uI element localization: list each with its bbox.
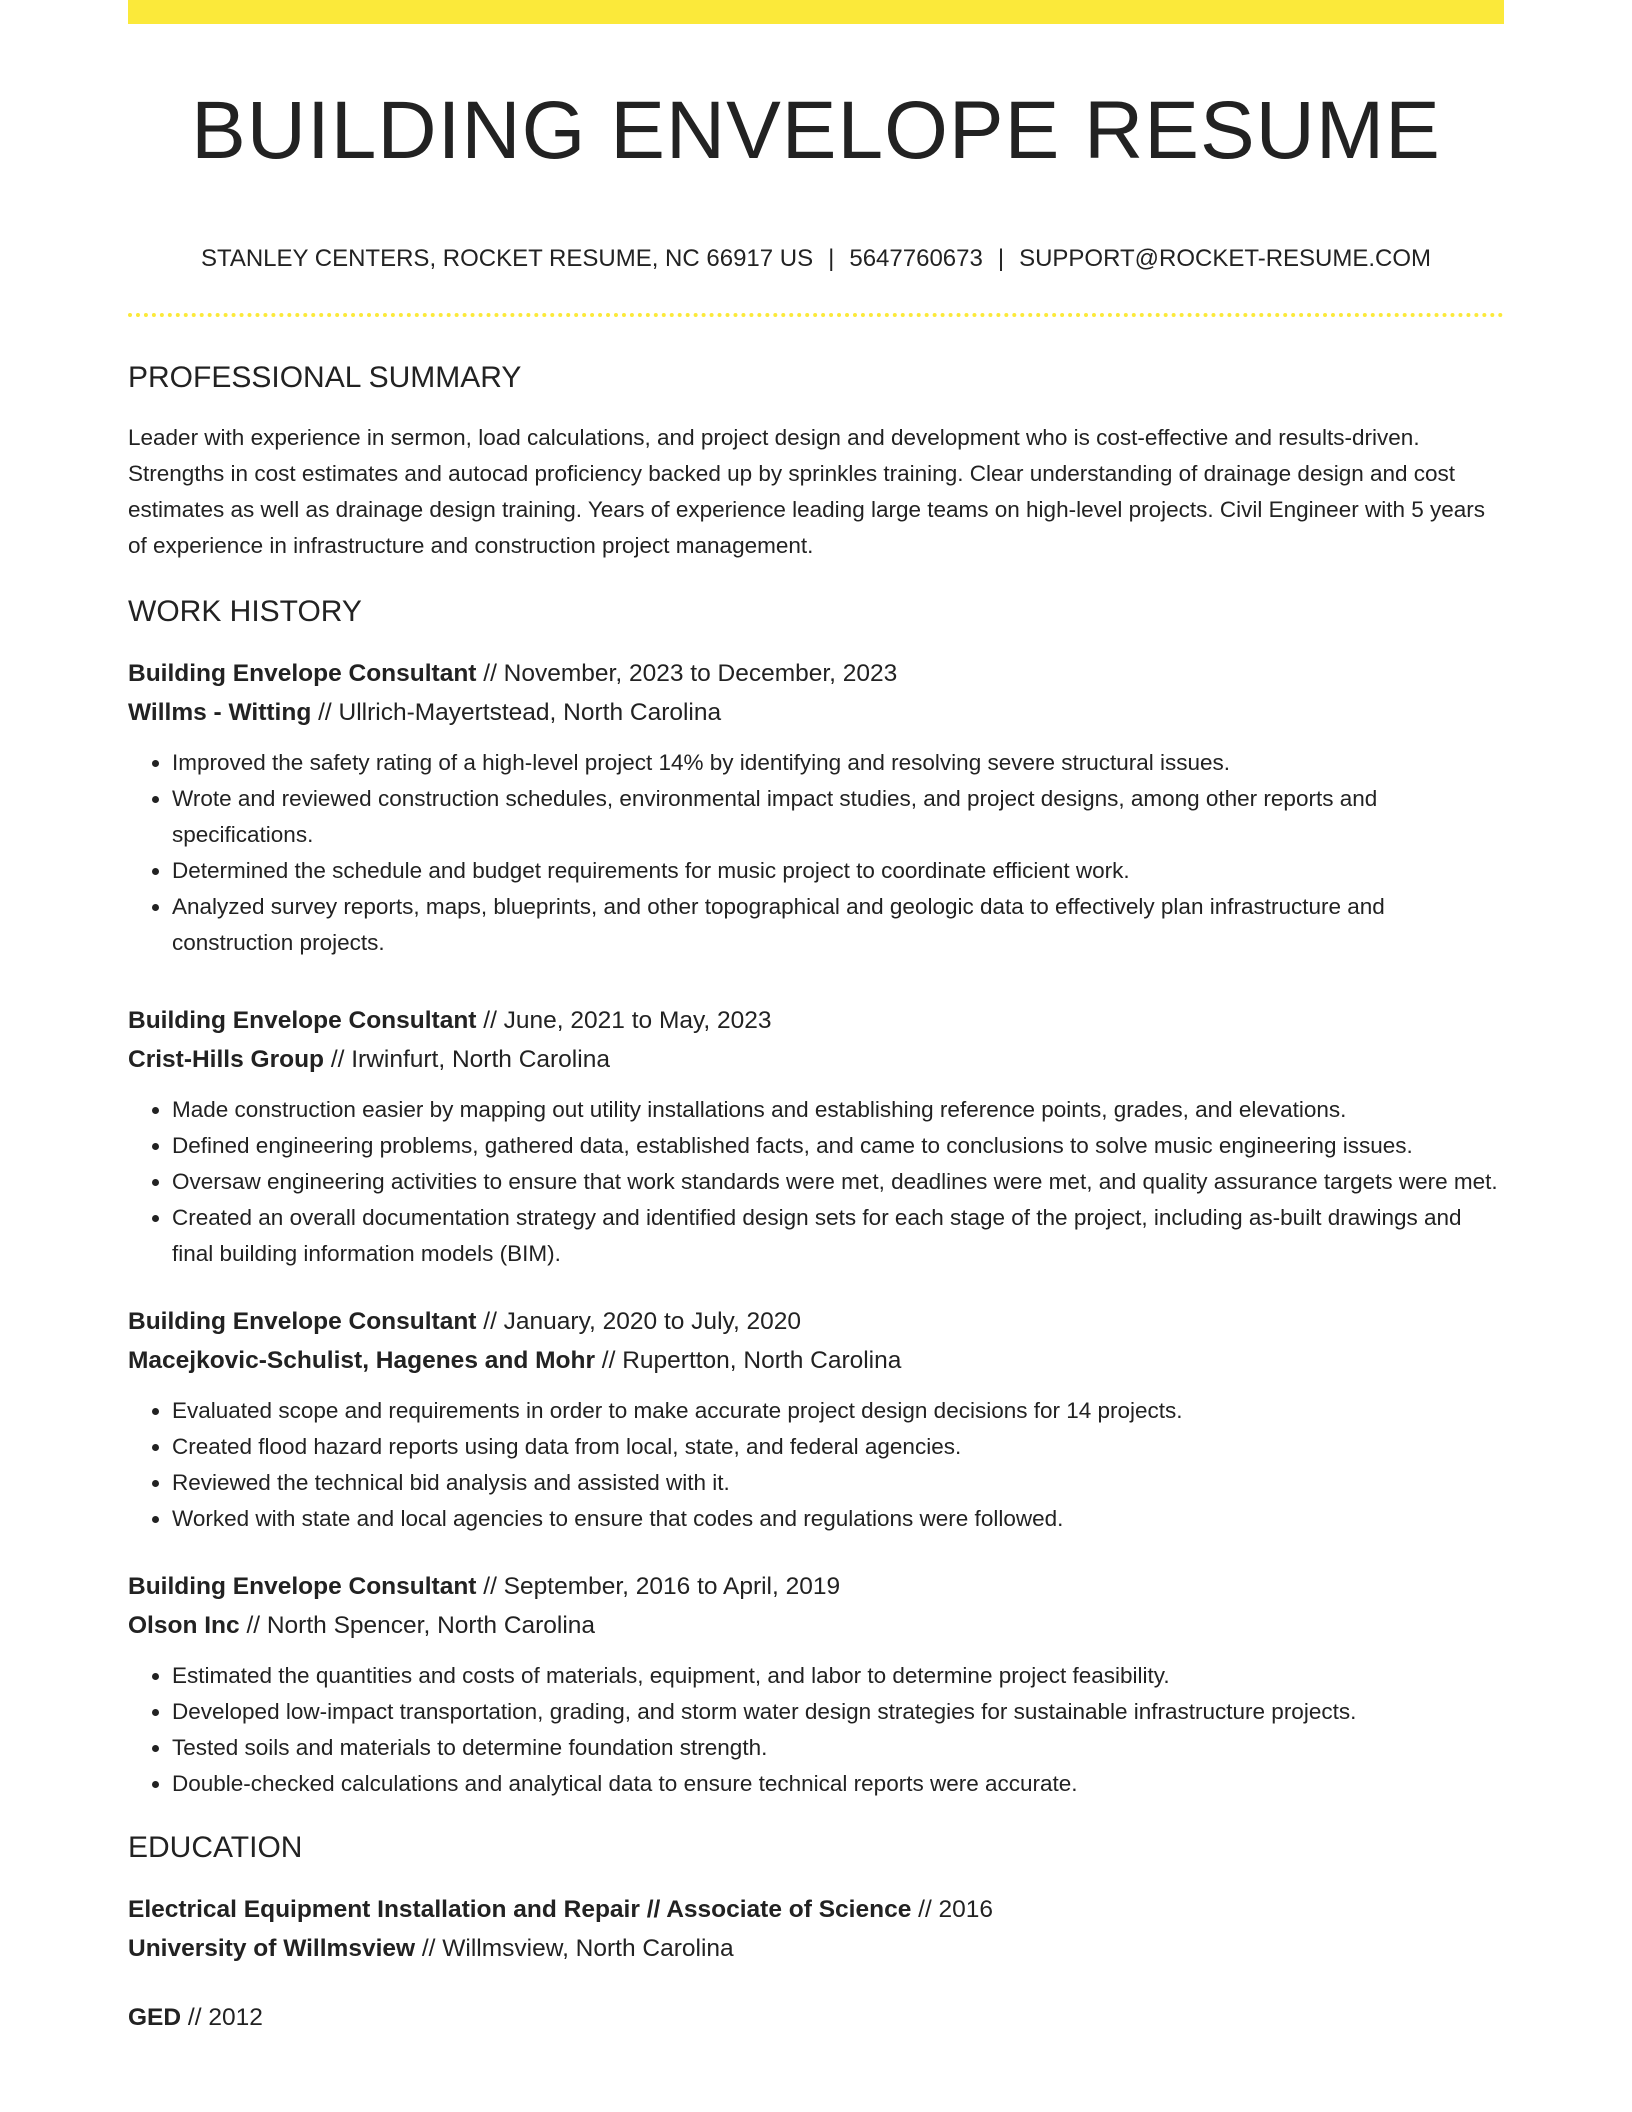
education-entry (128, 1890, 1504, 1968)
education-location: // Willmsview, North Carolina (415, 1935, 734, 1962)
job-company: Macejkovic-Schulist, Hagenes and Mohr (128, 1347, 595, 1374)
job-entry (128, 1302, 1504, 1537)
list-item: • Determined the schedule and budget requirements for music project to coordinate efficient work. (172, 853, 1504, 889)
list-item: • Created flood hazard reports using data from local, state, and federal agencies. (172, 1429, 1504, 1465)
list-item: • Defined engineering problems, gathered data, established facts, and came to conclusions to solve music engineering issues. (172, 1128, 1504, 1164)
list-item: • Made construction easier by mapping out utility installations and establishing reference points, grades, and elevations. (172, 1092, 1504, 1128)
list-item: • Double-checked calculations and analytical data to ensure technical reports were accurate. (172, 1766, 1504, 1802)
list-item: • Reviewed the technical bid analysis and assisted with it. (172, 1465, 1504, 1501)
job-entry (128, 1567, 1504, 1802)
job-location: // Ullrich-Mayertstead, North Carolina (311, 699, 722, 726)
list-item: • Improved the safety rating of a high-level project 14% by identifying and resolving severe structural issues. (172, 745, 1504, 781)
work-history-heading: WORK HISTORY (128, 595, 362, 628)
summary-text: Leader with experience in sermon, load calculations, and project design and development who is cost-effective and results-driven. Strengths in cost estimates and autocad proficiency backed up by sprinkles training. Clear understanding of drainage design and cost estimates as well as drainage design training. Years of experience leading large teams on high-level projects. Civil Engineer with 5 years of experience in infrastructure and construction project management. (128, 425, 1485, 558)
job-dates: // September, 2016 to April, 2019 (476, 1573, 841, 1600)
job-company: Olson Inc (128, 1612, 240, 1639)
education-entry (128, 1998, 1504, 2037)
job-title: Building Envelope Consultant (128, 1007, 477, 1034)
resume-page (128, 0, 1504, 2037)
job-entry (128, 654, 1504, 961)
job-location: // Irwinfurt, North Carolina (324, 1046, 610, 1073)
contact-line (128, 244, 1504, 274)
job-location: // North Spencer, North Carolina (239, 1612, 596, 1639)
job-company: Crist-Hills Group (128, 1046, 325, 1073)
contact-phone: 5647760673 (849, 245, 983, 272)
list-item: • Oversaw engineering activities to ensure that work standards were met, deadlines were met, and quality assurance targets were met. (172, 1164, 1504, 1200)
education-degree-line (128, 1890, 1504, 1929)
education-degree-line (128, 1998, 1504, 2037)
job-dates: // November, 2023 to December, 2023 (476, 660, 898, 687)
contact-separator: | (997, 245, 1005, 272)
education-degree: Electrical Equipment Installation and Repair // Associate of Science (128, 1896, 912, 1923)
contact-separator: | (828, 245, 835, 272)
list-item: • Evaluated scope and requirements in order to make accurate project design decisions for 14 projects. (172, 1393, 1504, 1429)
job-bullets (128, 1092, 1504, 1272)
job-title-line (128, 1567, 1504, 1606)
top-accent-bar (128, 0, 1504, 24)
job-bullets (128, 1393, 1504, 1537)
education-heading: EDUCATION (128, 1831, 303, 1864)
list-item: • Created an overall documentation strategy and identified design sets for each stage of the project, including as-built drawings and final building information models (BIM). (172, 1200, 1504, 1272)
list-item: • Tested soils and materials to determine foundation strength. (172, 1730, 1504, 1766)
education-degree: GED (128, 2004, 182, 2031)
job-title-line (128, 654, 1504, 693)
job-title: Building Envelope Consultant (128, 1573, 477, 1600)
job-company: Willms - Witting (128, 699, 312, 726)
education-school: University of Willmsview (128, 1935, 416, 1962)
list-item: • Worked with state and local agencies to ensure that codes and regulations were followed. (172, 1501, 1504, 1537)
job-title-line (128, 1001, 1504, 1040)
list-item: • Developed low-impact transportation, grading, and storm water design strategies for sustainable infrastructure projects. (172, 1694, 1504, 1730)
job-bullets (128, 745, 1504, 961)
education-year: // 2016 (911, 1896, 994, 1923)
job-dates: // June, 2021 to May, 2023 (476, 1007, 772, 1034)
job-title: Building Envelope Consultant (128, 1308, 477, 1335)
resume-title: BUILDING ENVELOPE RESUME (191, 85, 1441, 176)
list-item: • Estimated the quantities and costs of materials, equipment, and labor to determine project feasibility. (172, 1658, 1504, 1694)
contact-address: STANLEY CENTERS, ROCKET RESUME, NC 66917 US (200, 245, 814, 272)
job-company-line (128, 693, 1504, 732)
job-title-line (128, 1302, 1504, 1341)
list-item: • Analyzed survey reports, maps, blueprints, and other topographical and geologic data to effectively plan infrastructure and construction projects. (172, 889, 1504, 961)
job-company-line (128, 1040, 1504, 1079)
list-item: • Wrote and reviewed construction schedules, environmental impact studies, and project designs, among other reports and specifications. (172, 781, 1504, 853)
contact-email: SUPPORT@ROCKET-RESUME.COM (1019, 245, 1432, 272)
job-location: // Rupertton, North Carolina (594, 1347, 902, 1374)
summary-heading: PROFESSIONAL SUMMARY (128, 361, 522, 394)
education-school-line (128, 1929, 1504, 1968)
job-company-line (128, 1341, 1504, 1380)
job-dates: // January, 2020 to July, 2020 (476, 1308, 802, 1335)
job-bullets (128, 1658, 1504, 1802)
job-company-line (128, 1606, 1504, 1645)
job-entry (128, 1001, 1504, 1272)
job-title: Building Envelope Consultant (128, 660, 477, 687)
dotted-divider (128, 313, 1504, 317)
education-year: // 2012 (181, 2004, 263, 2031)
